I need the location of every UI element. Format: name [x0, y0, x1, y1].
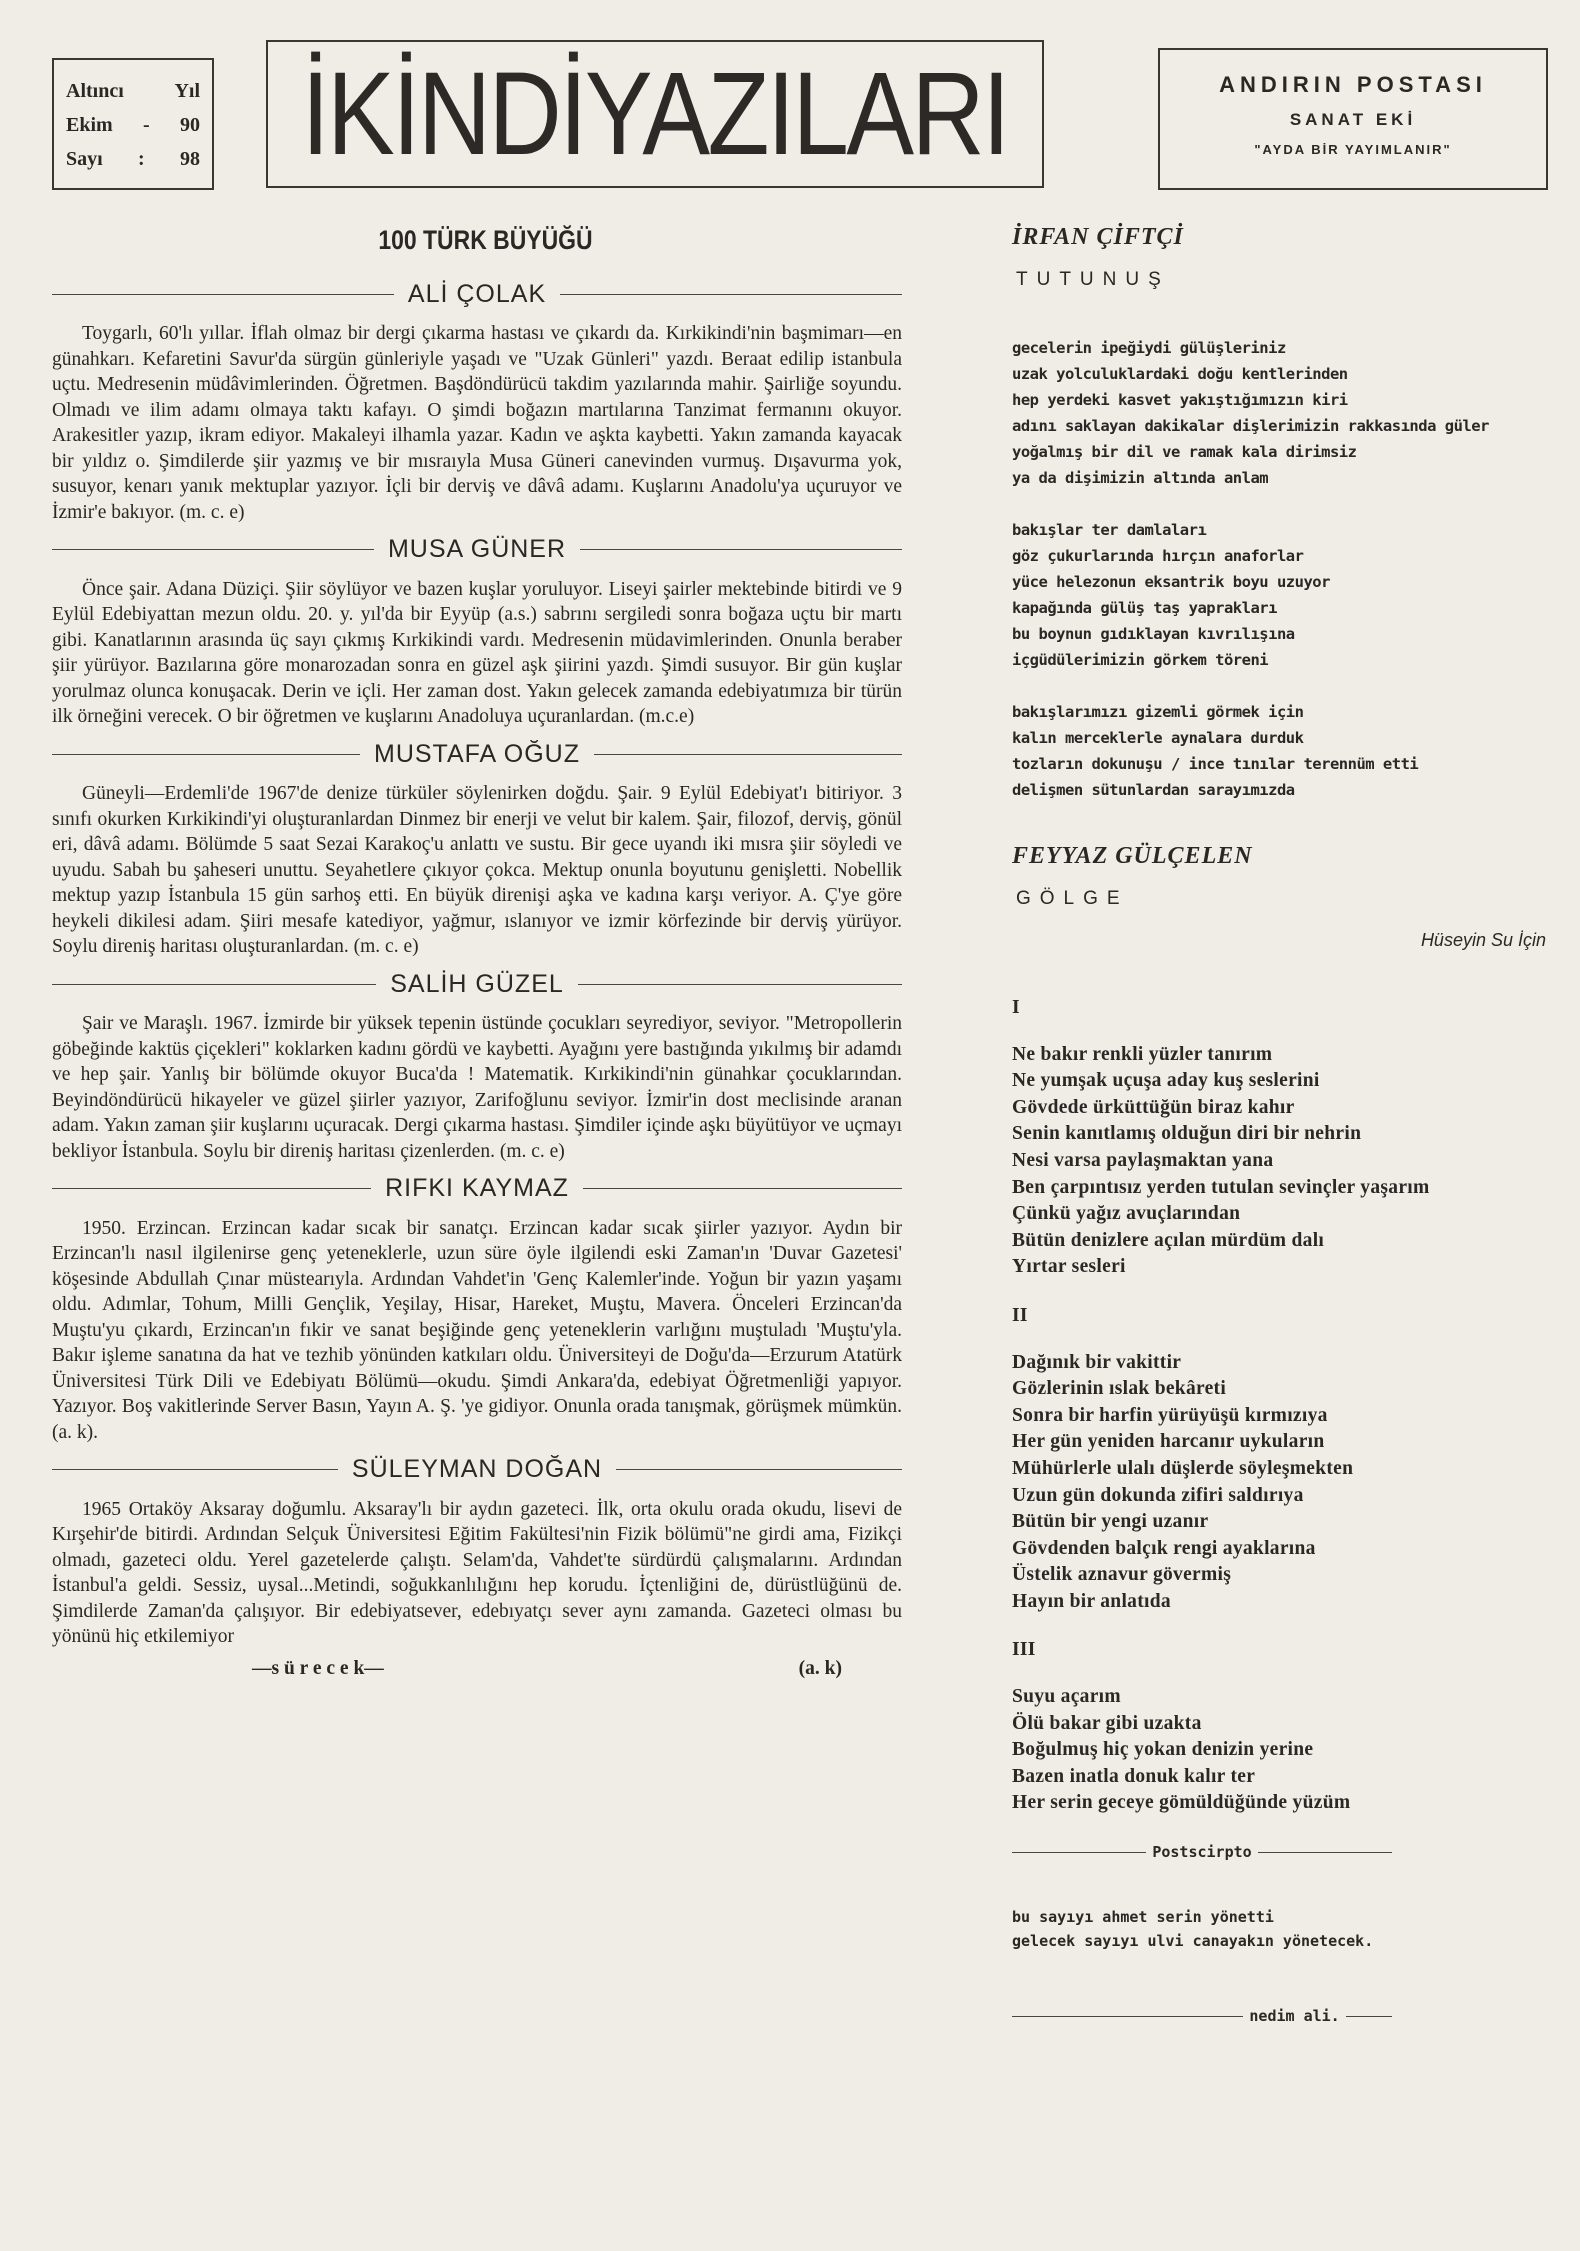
bio-header: [52, 739, 902, 768]
poem2-section: [1012, 1350, 1552, 1616]
issue-month-row: [66, 108, 200, 142]
poem-line: Her serin geceye gömüldüğünde yüzüm: [1012, 1792, 1351, 1814]
bio-entry: [52, 969, 902, 1165]
poem2-dedication: Hüseyin Su İçin: [1420, 930, 1546, 950]
poem-line: hep yerdeki kasvet yakıştığımızın kiri: [1012, 391, 1348, 409]
issue-number-separator: :: [138, 148, 145, 170]
bio-entry: [52, 537, 902, 730]
poem-line: Suyu açarım: [1012, 1686, 1121, 1708]
poem2-body: [1012, 995, 1552, 1817]
poem-line: kapağında gülüş taş yaprakları: [1012, 599, 1277, 617]
left-column: [52, 225, 902, 1681]
bio-entry: [52, 1176, 902, 1445]
poem-line: bakışlar ter damlaları: [1012, 521, 1207, 539]
poem-line: Uzun gün dokunda zifiri saldırıya: [1012, 1484, 1304, 1506]
bio-text: 1950. Erzincan. Erzincan kadar sıcak bir sanatçı. Erzincan kadar sıcak şiirler yazıyor. Aydın bir Erzincan'lı nasıl ilgilenirse genç yeteneklerle, uzun süre öyle ilgilendi eski Zaman'ın 'Duvar Gazetesi' köşesinde Abdullah Çınar müstearıyla. Ardından Vahdet'in 'Genç Kalemler'inde. Yoğun bir yazın yaşamı oldu. Adımlar, Tohum, Milli Gençlik, Yeşilay, Hisar, Hareket, Muştu, Mavera. Önceleri Erzincan'da Muştu'yu çıkardı, Erzincan'ın fıkir ve sanat beşiğinde genç yeteneklerin varlığını muştuladı 'Muştu'yla. Bakır işleme sanatına da hat ve tezhib yönünden katkıları oldu. Üniversiteyi de Doğu'da—Erzurum Atatürk Üniversitesi Türk Dili ve Edebiyatı Bölümü—okudu. Şimdi Ankara'da, edebiyat Öğretmenliği yapıyor. Yazıyor. Boş vakitlerinde Server Basın, Yayın A. Ş. 'ye gidiyor. Onunla orada tanışmak, görüşmek mümkün. (a. k).: [52, 1217, 902, 1443]
postscript-label: Postscirpto: [1152, 1843, 1252, 1862]
poem-line: Gövdenden balçık rengi ayaklarına: [1012, 1537, 1316, 1559]
poem-line: Ben çarpıntısız yerden tutulan sevinçler yaşarım: [1012, 1176, 1430, 1198]
poem-line: Ölü bakar gibi uzakta: [1012, 1712, 1202, 1734]
postscript-signature-row: [1012, 2007, 1392, 2025]
last-bio-signature: (a. k): [798, 1657, 842, 1679]
poem-line: bakışlarımızı gizemli görmek için: [1012, 703, 1304, 721]
bio-header: [52, 1457, 902, 1483]
poem-line: Üstelik aznavur gövermiş: [1012, 1564, 1232, 1586]
poem1-stanza: [1012, 335, 1552, 491]
issue-number-row: [66, 142, 200, 176]
bio-name: MUSA GÜNER: [387, 535, 567, 563]
poem-line: göz çukurlarında hırçın anaforlar: [1012, 547, 1304, 565]
issue-month-label: Ekim: [66, 114, 113, 136]
poem-line: Yırtar sesleri: [1012, 1256, 1126, 1278]
poem-line: kalın merceklerle aynalara durduk: [1012, 729, 1304, 747]
continued-footer: [52, 1656, 902, 1682]
poem-line: tozların dokunuşu / ince tınılar terennüm etti: [1012, 755, 1419, 773]
poem2-section: [1012, 1684, 1552, 1817]
poem1-author: İRFAN ÇİFTÇİ: [1012, 224, 1184, 250]
bio-name: ALİ ÇOLAK: [407, 279, 547, 308]
bio-name: SÜLEYMAN DOĞAN: [351, 1455, 603, 1483]
bio-text: 1965 Ortaköy Aksaray doğumlu. Aksaray'lı bir aydın gazeteci. İlk, orta okulu orada okudu, lisevi de Kırşehir'de bitirdi. Ardından Selçuk Üniversitesi Eğitim Fakültesi'nin Fizik bölümü"ne girdi ama, Fizikçi olmadı, gazeteci oldu. Yerel gazetelerde çalıştı. Selam'da, Vahdet'te sürdürdü çalışmalarını. Ardından İstanbul'a geldi. Sessiz, uysal...Metindi, soğukkanlılığını hep korudu. İçtenliğini de, dürüstlüğünü de. Şimdilerde Zaman'da çalışıyor. Bir edebiyatsever, edebıyatçı sever aynı zamanda. Gazeteci olması bu yönünü hiç etkilemiyor: [52, 1498, 902, 1647]
bio-name: MUSTAFA OĞUZ: [374, 739, 580, 768]
poem-line: gecelerin ipeğiydi gülüşleriniz: [1012, 339, 1286, 357]
poem2-author: FEYYAZ GÜLÇELEN: [1012, 843, 1253, 869]
poem-line: Gözlerinin ıslak bekâreti: [1012, 1378, 1227, 1400]
issue-month-value: 90: [179, 114, 200, 136]
poem2-title: GÖLGE: [1016, 888, 1129, 909]
section-number: I: [1012, 997, 1020, 1018]
postscript-line: bu sayıyı ahmet serin yönetti: [1012, 1908, 1274, 1927]
bio-name: SALİH GÜZEL: [390, 969, 564, 998]
poem-line: Nesi varsa paylaşmaktan yana: [1012, 1149, 1274, 1171]
column-heading: 100 TÜRK BÜYÜĞÜ: [378, 225, 593, 255]
bio-text: Toygarlı, 60'lı yıllar. İflah olmaz bir dergi çıkarma hastası ve çıkardı da. Kırkikindi'nin başmimarı—en günahkarı. Kefaretini Savur'da sürgün günleriyle yaşadı ve "Uzak Günleri" yazdı. Beraat edilip istanbula uçtu. Medresenin müdâvimlerinden. Öğretmen. Başdöndürücü takdim yazılarında mahir. Şairliğe soyundu. Olmadı ve ilim adamı olmaya taktı kafayı. O şimdi boğazın martılarına Tanzimat fermanını okuyor. Arakesitler yazıp, ikram ediyor. Makaleyi ilhamla yazar. Kadın ve aşkta kaybetti. Yakın zamanda kayacak bir yıldız o. Şimdilerde şiir yazmış ve bir mısraıyla Musa Güneri canevinden vurmuş. Dışavurma yok, susuyor, kenarı yanık mektuplar yazıyor. İçli bir derviş ve dâvâ adamı. Kuşlarını Anadolu'ya uçuruyor ve İzmir'e bakıyor. (m. c. e): [52, 323, 902, 523]
section-number: III: [1012, 1639, 1036, 1661]
publisher-supplement: SANAT EKİ: [1289, 110, 1417, 129]
poem1-stanza: [1012, 517, 1552, 673]
poem-line: Hayın bir anlatıda: [1012, 1590, 1171, 1612]
bio-header: [52, 279, 902, 308]
poem2-section: [1012, 1042, 1552, 1281]
bio-name: RIFKI KAYMAZ: [385, 1174, 569, 1202]
poem-line: içgüdülerimizin görkem töreni: [1012, 651, 1269, 669]
postscript-body: [1012, 1905, 1552, 1953]
poem-line: delişmen sütunlardan sarayımızda: [1012, 781, 1295, 799]
issue-year-row: [66, 74, 200, 108]
poem-line: Bütün denizlere açılan mürdüm dalı: [1012, 1229, 1325, 1251]
poem-line: Ne yumşak uçuşa aday kuş seslerini: [1012, 1070, 1320, 1092]
publisher-name: ANDIRIN POSTASI: [1219, 72, 1487, 97]
poem-line: yüce helezonun eksantrik boyu uzuyor: [1012, 573, 1330, 591]
poem1-title: TUTUNUŞ: [1016, 269, 1170, 290]
issue-number-value: 98: [179, 148, 200, 170]
poem-line: Bütün bir yengi uzanır: [1012, 1511, 1209, 1533]
bio-header: [52, 537, 902, 563]
poem-line: Bazen inatla donuk kalır ter: [1012, 1765, 1256, 1787]
poem-line: yoğalmış bir dil ve ramak kala dirimsiz: [1012, 443, 1357, 461]
issue-year-value: Yıl: [174, 80, 200, 102]
postscript-signature: nedim ali.: [1249, 2007, 1340, 2026]
poem-line: Çünkü yağız avuçlarından: [1012, 1203, 1241, 1225]
poem-line: Mühürlerle ulalı düşlerde söyleşmekten: [1012, 1457, 1354, 1479]
poem-line: Dağınık bir vakittir: [1012, 1351, 1182, 1373]
section-number: II: [1012, 1304, 1028, 1326]
poem-line: uzak yolculuklardaki doğu kentlerinden: [1012, 365, 1348, 383]
postscript-header: [1012, 1843, 1392, 1861]
publisher-frequency: "AYDA BİR YAYIMLANIR": [1254, 142, 1452, 157]
bio-text: Önce şair. Adana Düziçi. Şiir söylüyor ve bazen kuşlar yoruluyor. Liseyi şairler mektebinde bitirdi ve 9 Eylül Edebiyattan mezun oldu. 20. y. yıl'da bir Eyyüp (a.s.) sabrını sergiledi sonra boğaza uçtu bir martı gibi. Kanatlarının arasında üç sayı çıkmış Kırkikindi vardı. Medresenin müdavimlerinden. Onunla beraber şiir yürüyor. Bazılarına göre monarozadan sonra en güzel aşk şiirini yazdı. Şimdi susuyor. Bir gün kuşlar yorulmaz olunca konuşacak. Derin ve içli. Her zaman dost. Yakın gelecek zamanda edebiyatımıza bir türün ilk örneğini verecek. O bir öğretmen ve kuşlarını Anadoluya uçuranlardan. (m.c.e): [52, 578, 902, 727]
poem-line: Gövdede ürküttüğün biraz kahır: [1012, 1096, 1295, 1118]
poem-line: Senin kanıtlamış olduğun diri bir nehrin: [1012, 1123, 1362, 1145]
poem-line: Her gün yeniden harcanır uykuların: [1012, 1431, 1325, 1453]
issue-number-label: Sayı: [66, 148, 103, 170]
bio-text: Şair ve Maraşlı. 1967. İzmirde bir yüksek tepenin üstünde çocukları seyrediyor, seviyor. "Metropollerin göbeğinde kaktüs çiçekleri" koklarken kadını gördü ve kaybetti. Ayağını yere bastığında yıkılmış bir adamdı ve hep şair. Yanlış bir bölümde okuyor Buca'da ! Matematik. Kırkikindi'nin günahkar çocuklarından. Beyindöndürücü hikayeler ve güzel şiirler yazıyor, Zarifoğlunu seviyor. İzmir'in dost meclisinde aranan adam. Yakın zaman şiir kuşlarını uçuracak. Dergi çıkarma hastası. Şimdiler içinde aşkı büyütüyor ve uçmayı bekliyor İstanbula. Soylu bir direniş haritası çizenlerden. (m. c. e): [52, 1013, 902, 1162]
bio-entry: [52, 1457, 902, 1650]
issue-info-box: [52, 58, 214, 190]
bio-header: [52, 1176, 902, 1202]
postscript-line: gelecek sayıyı ulvi canayakın yönetecek.: [1012, 1932, 1374, 1951]
bio-text: Güneyli—Erdemli'de 1967'de denize türküler söylenirken doğdu. Şair. 9 Eylül Edebiyat'ı bitiriyor. 3 sınıfı okurken Kırkikindi'yi oluşturanlardan Dinmez bir enerji ve velut bir kalem. Şair, filozof, derviş, gönül eri, dâvâ adamı. Bölümde 5 saat Sezai Karakoç'u anlattı ve sustu. Bir gece uyandı iki mısra şiir söyledi ve uyudu. Sabah bu şaheseri unuttu. Seyahetlere çıkıyor çokca. Mektup onunla boyutunu genişletti. Nobellik mektup yazıp İstanbula 15 gün sarhoş etti. En büyük direnişi aşka ve kadına karşı veriyor. A. Ç'ye göre heykeli dikilesi adam. Şiiri mesafe katediyor, yağmur, ıslanıyor ve izmir körfezinde bir derviş yürüyor. Soylu direniş haritası oluşturanlardan. (m. c. e): [52, 783, 902, 957]
bio-entry: [52, 279, 902, 526]
bio-header: [52, 969, 902, 998]
poem-line: adını saklayan dakikalar dişlerimizin rakkasında güler: [1012, 417, 1489, 435]
right-column: [1012, 224, 1552, 2025]
continues-note: —s ü r e c e k—: [252, 1657, 384, 1679]
poem1-stanza: [1012, 699, 1552, 803]
publisher-box: [1158, 48, 1548, 190]
poem-line: ya da dişimizin altında anlam: [1012, 469, 1269, 487]
poem-line: Ne bakır renkli yüzler tanırım: [1012, 1043, 1273, 1065]
poem-line: Sonra bir harfin yürüyüşü kırmızıya: [1012, 1404, 1328, 1426]
bio-entry: [52, 739, 902, 960]
poem-line: bu boynun gıdıklayan kıvrılışına: [1012, 625, 1295, 643]
masthead-title: İKİNDİYAZILARI: [301, 48, 1009, 180]
poem1-body: [1012, 335, 1552, 803]
issue-month-separator: -: [143, 114, 150, 136]
issue-year-label: Altıncı: [66, 80, 124, 102]
masthead-title-box: [266, 40, 1044, 188]
poem-line: Boğulmuş hiç yokan denizin yerine: [1012, 1739, 1314, 1761]
